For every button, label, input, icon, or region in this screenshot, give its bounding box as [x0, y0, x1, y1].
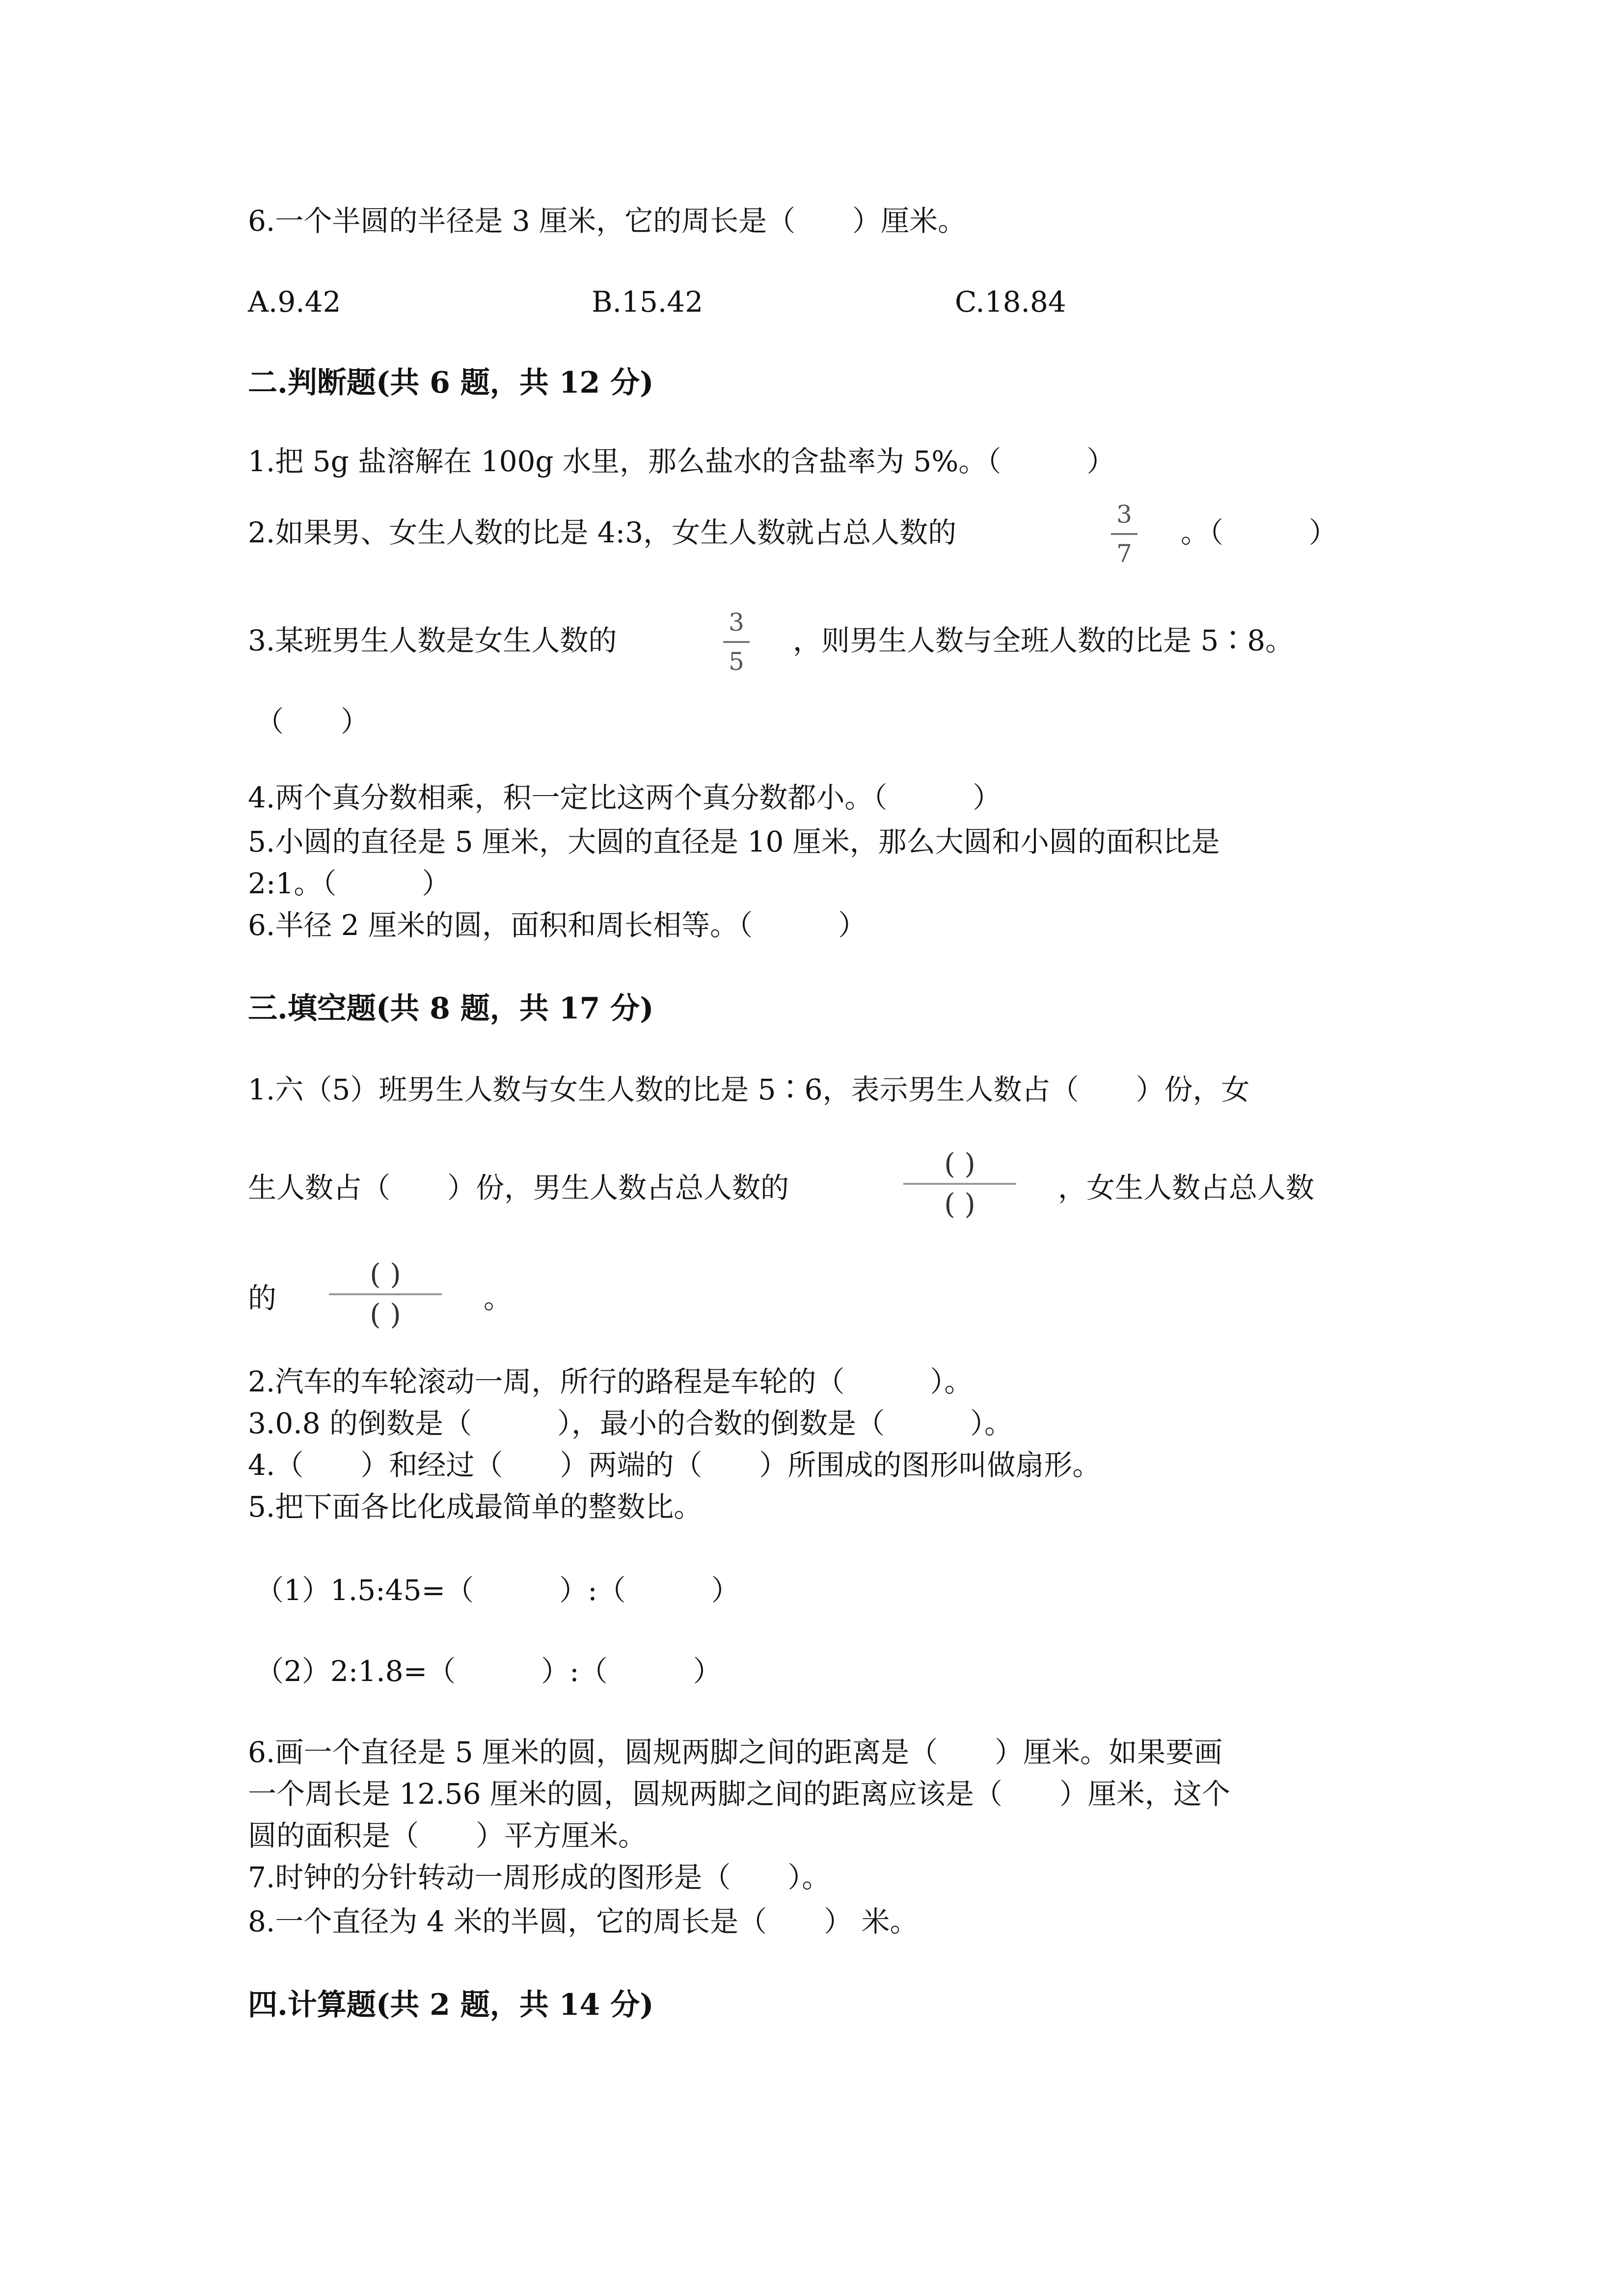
blank-fraction — [903, 1148, 1016, 1219]
answer-blank: （ ） — [255, 705, 370, 738]
section-heading: 三.填空题(共 8 题，共 17 分) — [248, 991, 654, 1026]
question-text: 的 — [248, 1281, 277, 1315]
fraction-denominator: ( ) — [944, 1187, 975, 1221]
question-text: 6.半径 2 厘米的圆，面积和周长相等。（ ） — [248, 908, 867, 942]
section-heading: 二.判断题(共 6 题，共 12 分) — [248, 366, 654, 400]
fraction-denominator: 5 — [729, 647, 744, 676]
fraction-numerator: 3 — [729, 608, 744, 637]
question-text: 7.时钟的分针转动一周形成的图形是（ ）。 — [248, 1861, 831, 1894]
section-heading: 四.计算题(共 2 题，共 14 分) — [248, 1988, 654, 2022]
fraction-bar — [723, 641, 750, 643]
question-text: 4.（ ）和经过（ ）两端的（ ）所围成的图形叫做扇形。 — [248, 1448, 1101, 1482]
question-text: 6.画一个直径是 5 厘米的圆，圆规两脚之间的距离是（ ）厘米。如果要画 — [248, 1735, 1223, 1769]
question-text: 圆的面积是（ ）平方厘米。 — [248, 1819, 647, 1852]
fraction-numerator: 3 — [1116, 500, 1132, 529]
fraction-numerator: ( ) — [944, 1147, 975, 1180]
question-text: 一个周长是 12.56 厘米的圆，圆规两脚之间的距离应该是（ ）厘米，这个 — [248, 1777, 1230, 1811]
question-text: 8.一个直径为 4 米的半圆，它的周长是（ ） 米。 — [248, 1905, 919, 1938]
fraction-numerator: ( ) — [370, 1257, 401, 1291]
question-text: 5.把下面各比化成最简单的整数比。 — [248, 1490, 703, 1523]
fraction-bar — [903, 1183, 1016, 1185]
fraction-bar — [1111, 533, 1137, 535]
question-text: 3.某班男生人数是女生人数的 — [248, 624, 617, 657]
question-text: 5.小圆的直径是 5 厘米，大圆的直径是 10 厘米，那么大圆和小圆的面积比是 — [248, 825, 1220, 858]
question-text: 1.把 5g 盐溶解在 100g 水里，那么盐水的含盐率为 5%。（ ） — [248, 445, 1115, 478]
fraction-bar — [329, 1293, 442, 1295]
question-text: 生人数占（ ）份，男生人数占总人数的 — [248, 1171, 789, 1204]
blank-fraction — [329, 1259, 442, 1330]
fraction — [1102, 501, 1146, 567]
question-text: 3.0.8 的倒数是（ ），最小的合数的倒数是（ ）。 — [248, 1407, 1013, 1440]
fraction-denominator: 7 — [1116, 539, 1132, 568]
question-text: 。（ ） — [1181, 516, 1338, 549]
question-text: ，女生人数占总人数 — [1058, 1171, 1315, 1204]
option-b: B.15.42 — [592, 285, 704, 319]
question-text: （2）2:1.8=（ ）:（ ） — [255, 1655, 722, 1688]
fraction — [714, 609, 758, 675]
question-text: （1）1.5:45=（ ）:（ ） — [255, 1574, 740, 1607]
question-text: 2:1。（ ） — [248, 867, 451, 900]
question-text: 6.一个半圆的半径是 3 厘米，它的周长是（ ）厘米。 — [248, 204, 967, 238]
option-c: C.18.84 — [955, 285, 1066, 319]
question-text: 2.汽车的车轮滚动一周，所行的路程是车轮的（ ）。 — [248, 1365, 973, 1398]
question-text: ，则男生人数与全班人数的比是 5∶8。 — [793, 624, 1294, 657]
question-text: 4.两个真分数相乘，积一定比这两个真分数都小。（ ） — [248, 781, 1001, 814]
option-a: A.9.42 — [248, 285, 341, 319]
question-text: 。 — [484, 1281, 513, 1315]
fraction-denominator: ( ) — [370, 1298, 401, 1331]
question-text: 1.六（5）班男生人数与女生人数的比是 5∶6，表示男生人数占（ ）份，女 — [248, 1073, 1250, 1106]
question-text: 2.如果男、女生人数的比是 4:3，女生人数就占总人数的 — [248, 516, 957, 549]
